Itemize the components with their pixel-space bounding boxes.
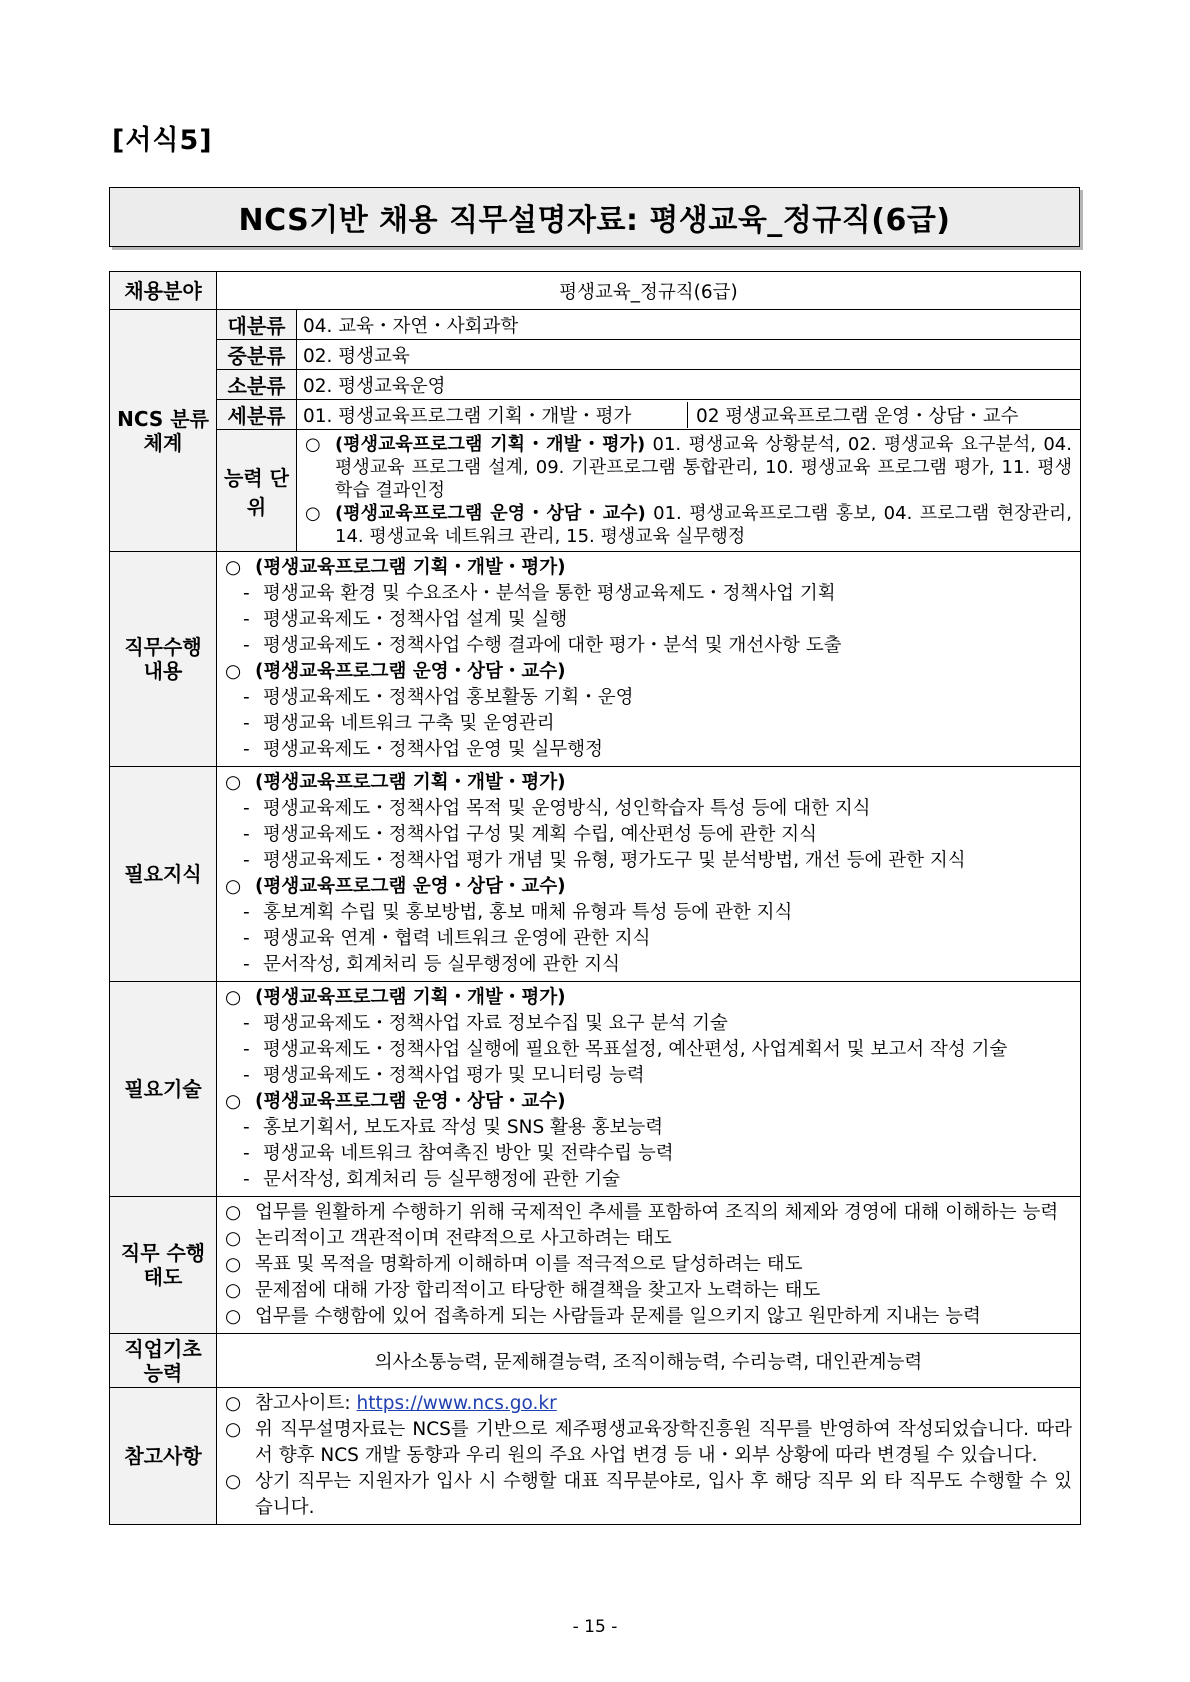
group-title: ○ (평생교육프로그램 운영・상담・교수) (225, 1091, 566, 1112)
page-number: - 15 - (572, 1617, 618, 1637)
row-duties (110, 552, 1081, 767)
list-item: - 평생교육제도・정책사업 설계 및 실행 (243, 609, 568, 630)
list-item: - 평생교육제도・정책사업 목적 및 운영방식, 성인학습자 특성 등에 대한 지식 (243, 798, 871, 819)
list-item: - 평생교육제도・정책사업 홍보활동 기획・운영 (243, 687, 634, 708)
basic-label: 직업기초 능력 (110, 1334, 217, 1388)
row-ncs-detail (110, 400, 1081, 430)
list-item: - 평생교육제도・정책사업 운영 및 실무행정 (243, 739, 603, 760)
ncs-minor-label: 소분류 (217, 370, 297, 400)
group-title: ○ (평생교육프로그램 기획・개발・평가) (225, 557, 566, 578)
row-knowledge (110, 767, 1081, 982)
skills-content (217, 982, 1081, 1197)
form-label: [서식5] (112, 125, 213, 156)
group-title: ○ (평생교육프로그램 기획・개발・평가) (225, 987, 566, 1008)
list-item: - 홍보기획서, 보도자료 작성 및 SNS 활용 홍보능력 (243, 1117, 664, 1138)
list-item: ○ 업무를 원활하게 수행하기 위해 국제적인 추세를 포함하여 조직의 체제와 경영에 대해 이해하는 능력 (225, 1202, 1059, 1223)
row-skills (110, 982, 1081, 1197)
list-item: - 평생교육 네트워크 참여촉진 방안 및 전략수립 능력 (243, 1143, 674, 1164)
knowledge-content (217, 767, 1081, 982)
list-item: ○ 참고사이트: https://www.ncs.go.kr (225, 1393, 557, 1414)
group-title: ○ (평생교육프로그램 운영・상담・교수) (225, 661, 566, 682)
list-item: ○ 위 직무설명자료는 NCS를 기반으로 제주평생교육장학진흥원 직무를 반영하여 작성되었습니다. 따라서 향후 NCS 개발 동향과 우리 원의 주요 사업 변경 등 내・외부 상황에 따라 변경될 수 있습니다. (225, 1419, 1072, 1466)
job-description-table (109, 271, 1081, 1525)
list-item: - 평생교육제도・정책사업 자료 정보수집 및 요구 분석 기술 (243, 1013, 728, 1034)
notes-label: 참고사항 (110, 1388, 217, 1525)
ncs-middle-value: 02. 평생교육 (297, 340, 1081, 370)
list-item: ○ 논리적이고 객관적이며 전략적으로 사고하려는 태도 (225, 1228, 672, 1249)
list-item: - 문서작성, 회계처리 등 실무행정에 관한 기술 (243, 1169, 620, 1190)
group-title: ○ (평생교육프로그램 기획・개발・평가) (225, 772, 566, 793)
ncs-major-label: 대분류 (217, 310, 297, 340)
list-item: - 평생교육제도・정책사업 평가 개념 및 유형, 평가도구 및 분석방법, 개선 등에 관한 지식 (243, 850, 966, 871)
page-title: NCS기반 채용 직무설명자료: 평생교육_정규직(6급) (238, 203, 951, 238)
ncs-detail-value (297, 400, 1081, 430)
field-label: 채용분야 (110, 272, 217, 310)
list-item: - 홍보계획 수립 및 홍보방법, 홍보 매체 유형과 특성 등에 관한 지식 (243, 902, 793, 923)
ncs-detail-label: 세분류 (217, 400, 297, 430)
group-title: ○ (평생교육프로그램 운영・상담・교수) (225, 876, 566, 897)
ncs-site-link[interactable]: https://www.ncs.go.kr (356, 1393, 557, 1414)
list-item: ○ 목표 및 목적을 명확하게 이해하며 이를 적극적으로 달성하려는 태도 (225, 1254, 803, 1275)
row-ncs-ability (110, 430, 1081, 552)
knowledge-label: 필요지식 (110, 767, 217, 982)
row-attitude (110, 1197, 1081, 1334)
ncs-detail-value-1: 01. 평생교육프로그램 기획・개발・평가 (303, 405, 632, 427)
list-item: - 평생교육제도・정책사업 평가 및 모니터링 능력 (243, 1065, 645, 1086)
title-box (109, 187, 1080, 247)
attitude-label: 직무 수행태도 (110, 1197, 217, 1334)
list-item: - 평생교육제도・정책사업 실행에 필요한 목표설정, 예산편성, 사업계획서 및 보고서 작성 기술 (243, 1039, 1008, 1060)
row-ncs-middle (110, 340, 1081, 370)
ncs-minor-value: 02. 평생교육운영 (297, 370, 1081, 400)
row-ncs-major (110, 310, 1081, 340)
list-item: - 평생교육제도・정책사업 수행 결과에 대한 평가・분석 및 개선사항 도출 (243, 635, 842, 656)
ncs-ability-value (297, 430, 1081, 552)
list-item: ○ 업무를 수행함에 있어 접촉하게 되는 사람들과 문제를 일으키지 않고 원만하게 지내는 능력 (225, 1306, 981, 1327)
row-field (110, 272, 1081, 310)
ncs-detail-value-2: 02 평생교육프로그램 운영・상담・교수 (687, 402, 1080, 428)
row-notes (110, 1388, 1081, 1525)
attitude-content (217, 1197, 1081, 1334)
notes-content (217, 1388, 1081, 1525)
ncs-ability-label: 능력 단위 (217, 430, 297, 552)
list-item: - 평생교육 연계・협력 네트워크 운영에 관한 지식 (243, 928, 651, 949)
list-item: - 평생교육제도・정책사업 구성 및 계획 수립, 예산편성 등에 관한 지식 (243, 824, 817, 845)
row-ncs-minor (110, 370, 1081, 400)
duties-content (217, 552, 1081, 767)
ability-item: ○ (평생교육프로그램 운영・상담・교수) 01. 평생교육프로그램 홍보, 04. 프로그램 현장관리, 14. 평생교육 네트워크 관리, 15. 평생교육 실무행정 (305, 503, 1072, 547)
ncs-label: NCS 분류체계 (110, 310, 217, 552)
ability-item: ○ (평생교육프로그램 기획・개발・평가) 01. 평생교육 상황분석, 02. 평생교육 요구분석, 04. 평생교육 프로그램 설계, 09. 기관프로그램 통합관리, 10. 평생교육 프로그램 평가, 11. 평생학습 결과인정 (305, 434, 1072, 501)
ncs-middle-label: 중분류 (217, 340, 297, 370)
list-item: ○ 상기 직무는 지원자가 입사 시 수행할 대표 직무분야로, 입사 후 해당 직무 외 타 직무도 수행할 수 있습니다. (225, 1471, 1072, 1518)
ncs-major-value: 04. 교육・자연・사회과학 (297, 310, 1081, 340)
list-item: - 평생교육 환경 및 수요조사・분석을 통한 평생교육제도・정책사업 기획 (243, 583, 836, 604)
list-item: - 문서작성, 회계처리 등 실무행정에 관한 지식 (243, 954, 620, 975)
list-item: - 평생교육 네트워크 구축 및 운영관리 (243, 713, 555, 734)
list-item: ○ 문제점에 대해 가장 합리적이고 타당한 해결책을 찾고자 노력하는 태도 (225, 1280, 821, 1301)
duties-label: 직무수행 내용 (110, 552, 217, 767)
field-value: 평생교육_정규직(6급) (217, 272, 1081, 310)
row-basic (110, 1334, 1081, 1388)
skills-label: 필요기술 (110, 982, 217, 1197)
basic-value: 의사소통능력, 문제해결능력, 조직이해능력, 수리능력, 대인관계능력 (217, 1334, 1081, 1388)
